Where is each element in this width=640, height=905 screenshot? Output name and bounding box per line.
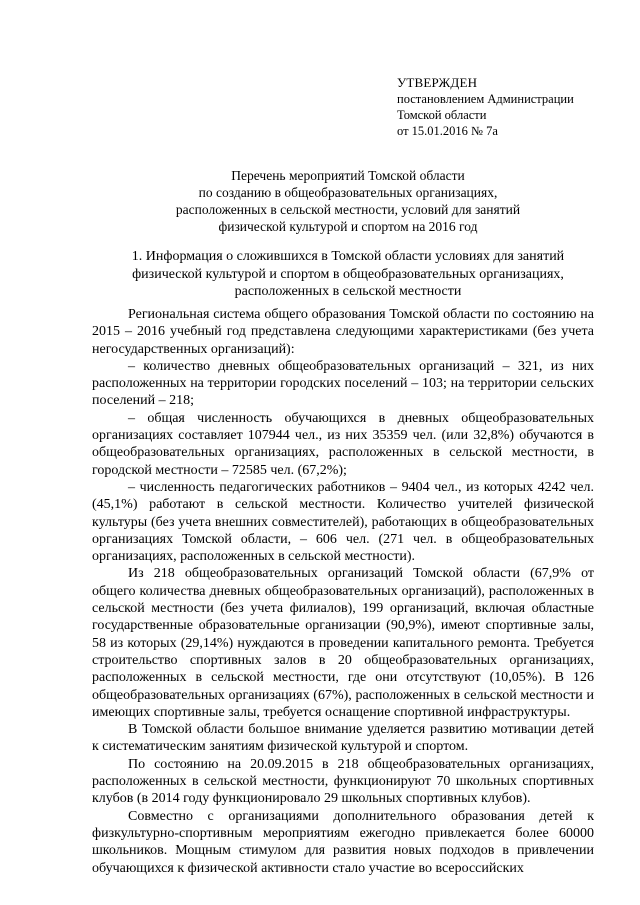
approval-line: постановлением Администрации	[397, 92, 574, 106]
document-body	[92, 306, 594, 877]
body-paragraph: Региональная система общего образования Томской области по состоянию на 2015 – 2016 учебный год представлена следующими характеристиками (без учета негосударственных организаций):	[92, 307, 594, 357]
body-list-item: – общая численность обучающихся в дневных общеобразовательных организациях составляет 107944 чел., из них 35359 чел. (или 32,8%) обучаются в общеобразовательных организациях, расположенных в сельской местности, в городской местности – 72585 чел. (67,2%);	[92, 410, 594, 478]
body-paragraph: Из 218 общеобразовательных организаций Томской области (67,9% от общего количества дневных общеобразовательных организаций), расположенных в сельской местности (без учета филиалов), 199 организаций, включая областные государственные образовательные организации (90,9%), имеют спортивные залы, 58 из которых (29,14%) нуждаются в проведении капитального ремонта. Требуется строительство спортивных залов в 20 общеобразовательных организациях, расположенных в сельской местности, где они отсутствуют (10,05%). В 126 общеобразовательных организациях (67%), расположенных в сельской местности и имеющих спортивные залы, требуется оснащение спортивной инфраструктуры.	[92, 566, 594, 720]
title-line: по созданию в общеобразовательных организациях,	[198, 185, 498, 200]
document-title	[120, 167, 576, 235]
section-heading-line: расположенных в сельской местности	[234, 284, 462, 299]
section-heading-line: 1. Информация о сложившихся в Томской области условиях для занятий	[131, 249, 565, 264]
body-paragraph: Совместно с организациями дополнительного образования детей к физкультурно-спортивным мероприятиям ежегодно привлекается более 60000 школьников. Мощным стимулом для развития новых подходов в привлечении обучающихся к физической активности стало участие во всероссийских	[92, 808, 594, 876]
approval-block	[397, 75, 627, 139]
section-heading-line: физической культурой и спортом в общеобразовательных организациях,	[132, 266, 564, 282]
body-list-item: – численность педагогических работников – 9404 чел., из которых 4242 чел. (45,1%) работают в сельской местности. Количество учителей физической культуры (без учета внешних совместителей), работающих в общеобразовательных организациях Томской области, – 606 чел. (271 чел. в общеобразовательных организациях, расположенных в сельской местности).	[92, 479, 594, 565]
title-line: Перечень мероприятий Томской области	[231, 168, 465, 183]
title-line: физической культурой и спортом на 2016 год	[218, 219, 478, 234]
body-paragraph: По состоянию на 20.09.2015 в 218 общеобразовательных организациях, расположенных в сельской местности, функционируют 70 школьных спортивных клубов (в 2014 году функционировало 29 школьных спортивных клубов).	[92, 756, 594, 807]
approval-heading: УТВЕРЖДЕН	[397, 75, 478, 90]
approval-date: от 15.01.2016 № 7а	[397, 124, 498, 138]
section-heading	[110, 248, 586, 301]
body-paragraph: В Томской области большое внимание уделяется развитию мотивации детей к систематическим занятиям физической культурой и спортом.	[92, 722, 594, 755]
body-list-item: – количество дневных общеобразовательных организаций – 321, из них расположенных на территории городских поселений – 103; на территории сельских поселений – 218;	[92, 358, 594, 409]
title-line: расположенных в сельской местности, условий для занятий	[175, 202, 521, 217]
approval-line: Томской области	[397, 108, 487, 122]
